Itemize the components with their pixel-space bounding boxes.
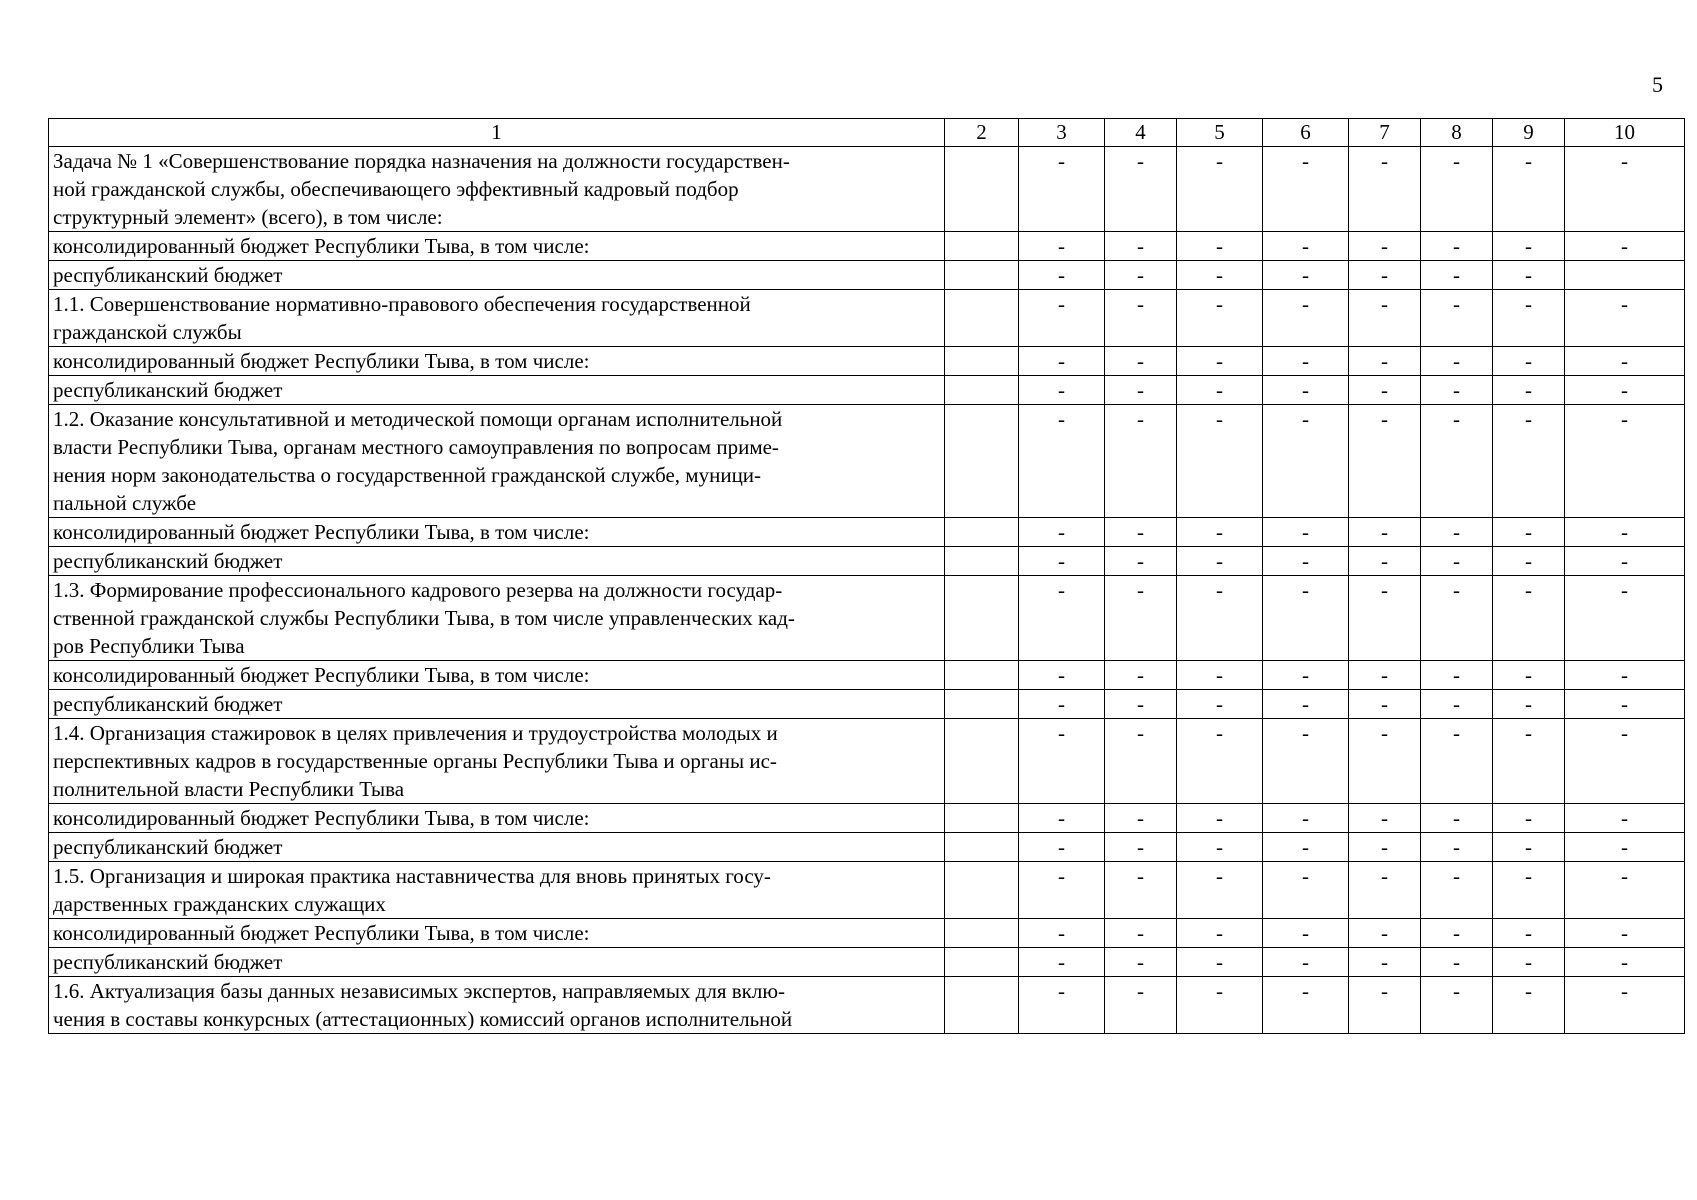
value-cell: - — [1493, 405, 1565, 518]
table-row — [49, 547, 1685, 576]
row-label-line: республиканский бюджет — [53, 549, 283, 573]
table-row — [49, 232, 1685, 261]
value-cell: - — [1105, 862, 1177, 919]
value-cell: - — [1565, 518, 1685, 547]
column-header: 9 — [1493, 119, 1565, 147]
value-cell — [1565, 261, 1685, 290]
value-cell: - — [1263, 862, 1349, 919]
value-cell — [945, 719, 1019, 804]
value-cell: - — [1263, 804, 1349, 833]
value-cell: - — [1019, 376, 1105, 405]
table-row — [49, 862, 1685, 919]
value-cell: - — [1421, 948, 1493, 977]
value-cell: - — [1177, 376, 1263, 405]
value-cell: - — [1421, 547, 1493, 576]
value-cell: - — [1105, 833, 1177, 862]
value-cell: - — [1019, 405, 1105, 518]
column-header: 10 — [1565, 119, 1685, 147]
row-label-line: чения в составы конкурсных (аттестационных) комиссий органов исполнительной — [53, 1007, 793, 1031]
value-cell: - — [1105, 147, 1177, 232]
value-cell: - — [1565, 719, 1685, 804]
value-cell: - — [1019, 977, 1105, 1034]
value-cell: - — [1565, 347, 1685, 376]
value-cell: - — [1019, 661, 1105, 690]
table-row — [49, 576, 1685, 661]
value-cell: - — [1019, 862, 1105, 919]
value-cell — [945, 376, 1019, 405]
value-cell: - — [1565, 919, 1685, 948]
value-cell — [945, 948, 1019, 977]
column-header: 4 — [1105, 119, 1177, 147]
value-cell: - — [1565, 948, 1685, 977]
value-cell: - — [1105, 261, 1177, 290]
value-cell: - — [1263, 719, 1349, 804]
value-cell: - — [1493, 690, 1565, 719]
value-cell: - — [1349, 576, 1421, 661]
value-cell: - — [1019, 719, 1105, 804]
value-cell: - — [1565, 147, 1685, 232]
value-cell: - — [1421, 147, 1493, 232]
value-cell — [945, 290, 1019, 347]
value-cell: - — [1493, 518, 1565, 547]
value-cell: - — [1019, 518, 1105, 547]
value-cell: - — [1349, 661, 1421, 690]
value-cell: - — [1421, 376, 1493, 405]
value-cell: - — [1177, 661, 1263, 690]
value-cell: - — [1019, 147, 1105, 232]
value-cell: - — [1349, 518, 1421, 547]
value-cell — [945, 690, 1019, 719]
row-label — [49, 833, 945, 862]
row-label — [49, 347, 945, 376]
row-label — [49, 862, 945, 919]
value-cell — [945, 862, 1019, 919]
value-cell: - — [1177, 919, 1263, 948]
value-cell: - — [1177, 290, 1263, 347]
value-cell — [945, 261, 1019, 290]
value-cell: - — [1421, 919, 1493, 948]
value-cell: - — [1493, 576, 1565, 661]
row-label-line: структурный элемент» (всего), в том числе: — [53, 205, 443, 229]
row-label-line: нения норм законодательства о государственной гражданской службе, муници- — [53, 463, 762, 487]
value-cell: - — [1349, 719, 1421, 804]
value-cell: - — [1177, 977, 1263, 1034]
value-cell: - — [1421, 576, 1493, 661]
value-cell: - — [1565, 290, 1685, 347]
row-label — [49, 576, 945, 661]
value-cell: - — [1105, 804, 1177, 833]
value-cell — [945, 804, 1019, 833]
row-label — [49, 547, 945, 576]
value-cell: - — [1019, 347, 1105, 376]
value-cell: - — [1349, 804, 1421, 833]
row-label-line: дарственных гражданских служащих — [53, 892, 386, 916]
value-cell: - — [1019, 232, 1105, 261]
row-label-line: ров Республики Тыва — [53, 634, 245, 658]
value-cell: - — [1177, 405, 1263, 518]
value-cell: - — [1493, 661, 1565, 690]
page-number: 5 — [1652, 72, 1663, 97]
budget-table — [48, 118, 1685, 1034]
column-header: 7 — [1349, 119, 1421, 147]
row-label-line: республиканский бюджет — [53, 263, 283, 287]
value-cell: - — [1019, 919, 1105, 948]
table-row — [49, 405, 1685, 518]
row-label-line: 1.5. Организация и широкая практика наставничества для вновь принятых госу- — [53, 864, 771, 888]
value-cell — [945, 833, 1019, 862]
value-cell: - — [1263, 919, 1349, 948]
value-cell: - — [1493, 977, 1565, 1034]
value-cell: - — [1493, 261, 1565, 290]
value-cell: - — [1349, 290, 1421, 347]
table-row — [49, 376, 1685, 405]
value-cell: - — [1177, 232, 1263, 261]
column-header: 2 — [945, 119, 1019, 147]
row-label-line: консолидированный бюджет Республики Тыва, в том числе: — [53, 806, 590, 830]
value-cell: - — [1493, 376, 1565, 405]
value-cell: - — [1177, 261, 1263, 290]
value-cell — [945, 547, 1019, 576]
value-cell: - — [1565, 576, 1685, 661]
table-row — [49, 261, 1685, 290]
table-row — [49, 518, 1685, 547]
value-cell: - — [1421, 804, 1493, 833]
value-cell: - — [1263, 290, 1349, 347]
value-cell: - — [1421, 518, 1493, 547]
value-cell: - — [1105, 576, 1177, 661]
column-header: 5 — [1177, 119, 1263, 147]
row-label — [49, 690, 945, 719]
value-cell: - — [1565, 547, 1685, 576]
row-label-line: республиканский бюджет — [53, 378, 283, 402]
value-cell: - — [1493, 232, 1565, 261]
table-row — [49, 690, 1685, 719]
value-cell: - — [1349, 977, 1421, 1034]
value-cell: - — [1493, 147, 1565, 232]
row-label — [49, 518, 945, 547]
table-row — [49, 719, 1685, 804]
column-header: 1 — [49, 119, 945, 147]
value-cell: - — [1493, 862, 1565, 919]
header-row — [49, 119, 1685, 147]
value-cell: - — [1565, 804, 1685, 833]
value-cell: - — [1177, 518, 1263, 547]
value-cell — [945, 661, 1019, 690]
value-cell: - — [1421, 261, 1493, 290]
value-cell: - — [1105, 405, 1177, 518]
value-cell: - — [1493, 948, 1565, 977]
value-cell: - — [1565, 862, 1685, 919]
row-label — [49, 919, 945, 948]
value-cell: - — [1105, 290, 1177, 347]
value-cell — [945, 147, 1019, 232]
value-cell: - — [1493, 547, 1565, 576]
value-cell: - — [1349, 547, 1421, 576]
row-label — [49, 261, 945, 290]
value-cell: - — [1177, 948, 1263, 977]
value-cell: - — [1263, 147, 1349, 232]
table-row — [49, 948, 1685, 977]
value-cell: - — [1177, 833, 1263, 862]
value-cell: - — [1105, 518, 1177, 547]
value-cell: - — [1349, 347, 1421, 376]
value-cell: - — [1105, 719, 1177, 804]
value-cell: - — [1263, 518, 1349, 547]
value-cell: - — [1421, 862, 1493, 919]
row-label-line: полнительной власти Республики Тыва — [53, 777, 405, 801]
row-label-line: республиканский бюджет — [53, 950, 283, 974]
row-label-line: республиканский бюджет — [53, 835, 283, 859]
value-cell: - — [1349, 833, 1421, 862]
value-cell: - — [1177, 804, 1263, 833]
value-cell: - — [1349, 261, 1421, 290]
value-cell: - — [1263, 547, 1349, 576]
value-cell: - — [1565, 661, 1685, 690]
row-label-line: 1.2. Оказание консультативной и методической помощи органам исполнительной — [53, 407, 783, 431]
value-cell: - — [1019, 576, 1105, 661]
value-cell: - — [1177, 862, 1263, 919]
row-label-line: 1.6. Актуализация базы данных независимых экспертов, направляемых для вклю- — [53, 979, 786, 1003]
row-label-line: пальной службе — [53, 491, 197, 515]
row-label-line: Задача № 1 «Совершенствование порядка назначения на должности государствен- — [53, 149, 790, 173]
value-cell: - — [1263, 661, 1349, 690]
value-cell: - — [1019, 290, 1105, 347]
value-cell: - — [1493, 347, 1565, 376]
value-cell: - — [1263, 261, 1349, 290]
row-label-line: 1.1. Совершенствование нормативно-правового обеспечения государственной — [53, 292, 751, 316]
value-cell: - — [1349, 232, 1421, 261]
table-row — [49, 977, 1685, 1034]
value-cell: - — [1177, 547, 1263, 576]
value-cell: - — [1019, 547, 1105, 576]
row-label-line: ственной гражданской службы Республики Тыва, в том числе управленческих кад- — [53, 606, 795, 630]
value-cell: - — [1105, 690, 1177, 719]
row-label — [49, 977, 945, 1034]
value-cell: - — [1105, 376, 1177, 405]
row-label-line: 1.4. Организация стажировок в целях привлечения и трудоустройства молодых и — [53, 721, 778, 745]
value-cell: - — [1263, 347, 1349, 376]
value-cell: - — [1493, 919, 1565, 948]
row-label — [49, 376, 945, 405]
value-cell: - — [1421, 690, 1493, 719]
row-label-line: консолидированный бюджет Республики Тыва, в том числе: — [53, 663, 590, 687]
value-cell: - — [1105, 661, 1177, 690]
value-cell: - — [1105, 547, 1177, 576]
value-cell — [945, 347, 1019, 376]
row-label-line: перспективных кадров в государственные органы Республики Тыва и органы ис- — [53, 749, 777, 773]
value-cell: - — [1565, 833, 1685, 862]
row-label — [49, 290, 945, 347]
table-row — [49, 833, 1685, 862]
value-cell: - — [1105, 948, 1177, 977]
value-cell: - — [1177, 347, 1263, 376]
value-cell: - — [1493, 290, 1565, 347]
value-cell: - — [1177, 719, 1263, 804]
value-cell — [945, 518, 1019, 547]
table-row — [49, 347, 1685, 376]
value-cell: - — [1421, 290, 1493, 347]
value-cell: - — [1019, 833, 1105, 862]
value-cell: - — [1421, 719, 1493, 804]
value-cell: - — [1421, 232, 1493, 261]
row-label-line: 1.3. Формирование профессионального кадрового резерва на должности государ- — [53, 578, 783, 602]
table-row — [49, 661, 1685, 690]
value-cell — [945, 576, 1019, 661]
value-cell: - — [1263, 232, 1349, 261]
value-cell: - — [1421, 661, 1493, 690]
value-cell: - — [1421, 833, 1493, 862]
row-label — [49, 232, 945, 261]
table-row — [49, 147, 1685, 232]
column-header: 8 — [1421, 119, 1493, 147]
row-label-line: консолидированный бюджет Республики Тыва, в том числе: — [53, 234, 590, 258]
value-cell: - — [1349, 919, 1421, 948]
row-label — [49, 948, 945, 977]
value-cell: - — [1421, 347, 1493, 376]
value-cell: - — [1493, 804, 1565, 833]
row-label-line: консолидированный бюджет Республики Тыва, в том числе: — [53, 921, 590, 945]
value-cell: - — [1565, 405, 1685, 518]
value-cell — [945, 232, 1019, 261]
value-cell: - — [1105, 232, 1177, 261]
value-cell: - — [1565, 232, 1685, 261]
value-cell — [945, 405, 1019, 518]
value-cell: - — [1177, 576, 1263, 661]
value-cell: - — [1349, 862, 1421, 919]
table-body — [49, 147, 1685, 1034]
value-cell: - — [1349, 690, 1421, 719]
value-cell: - — [1565, 690, 1685, 719]
column-header: 6 — [1263, 119, 1349, 147]
value-cell: - — [1263, 833, 1349, 862]
value-cell — [945, 977, 1019, 1034]
value-cell: - — [1019, 948, 1105, 977]
value-cell: - — [1177, 690, 1263, 719]
value-cell — [945, 919, 1019, 948]
row-label-line: консолидированный бюджет Республики Тыва, в том числе: — [53, 520, 590, 544]
value-cell: - — [1421, 977, 1493, 1034]
row-label-line: ной гражданской службы, обеспечивающего эффективный кадровый подбор — [53, 177, 739, 201]
value-cell: - — [1565, 376, 1685, 405]
value-cell: - — [1263, 977, 1349, 1034]
value-cell: - — [1493, 833, 1565, 862]
value-cell: - — [1493, 719, 1565, 804]
value-cell: - — [1349, 376, 1421, 405]
value-cell: - — [1349, 948, 1421, 977]
value-cell: - — [1263, 405, 1349, 518]
row-label — [49, 719, 945, 804]
row-label-line: власти Республики Тыва, органам местного самоуправления по вопросам приме- — [53, 435, 779, 459]
row-label — [49, 405, 945, 518]
row-label — [49, 147, 945, 232]
row-label-line: республиканский бюджет — [53, 692, 283, 716]
value-cell: - — [1019, 804, 1105, 833]
value-cell: - — [1349, 147, 1421, 232]
value-cell: - — [1263, 576, 1349, 661]
table-row — [49, 290, 1685, 347]
row-label — [49, 804, 945, 833]
table-row — [49, 804, 1685, 833]
value-cell: - — [1105, 347, 1177, 376]
value-cell: - — [1105, 977, 1177, 1034]
value-cell: - — [1349, 405, 1421, 518]
value-cell: - — [1421, 405, 1493, 518]
value-cell: - — [1105, 919, 1177, 948]
value-cell: - — [1177, 147, 1263, 232]
column-header: 3 — [1019, 119, 1105, 147]
value-cell: - — [1019, 261, 1105, 290]
row-label — [49, 661, 945, 690]
row-label-line: гражданской службы — [53, 320, 242, 344]
value-cell: - — [1263, 690, 1349, 719]
value-cell: - — [1263, 376, 1349, 405]
value-cell: - — [1565, 977, 1685, 1034]
table-row — [49, 919, 1685, 948]
row-label-line: консолидированный бюджет Республики Тыва, в том числе: — [53, 349, 590, 373]
value-cell: - — [1263, 948, 1349, 977]
value-cell: - — [1019, 690, 1105, 719]
